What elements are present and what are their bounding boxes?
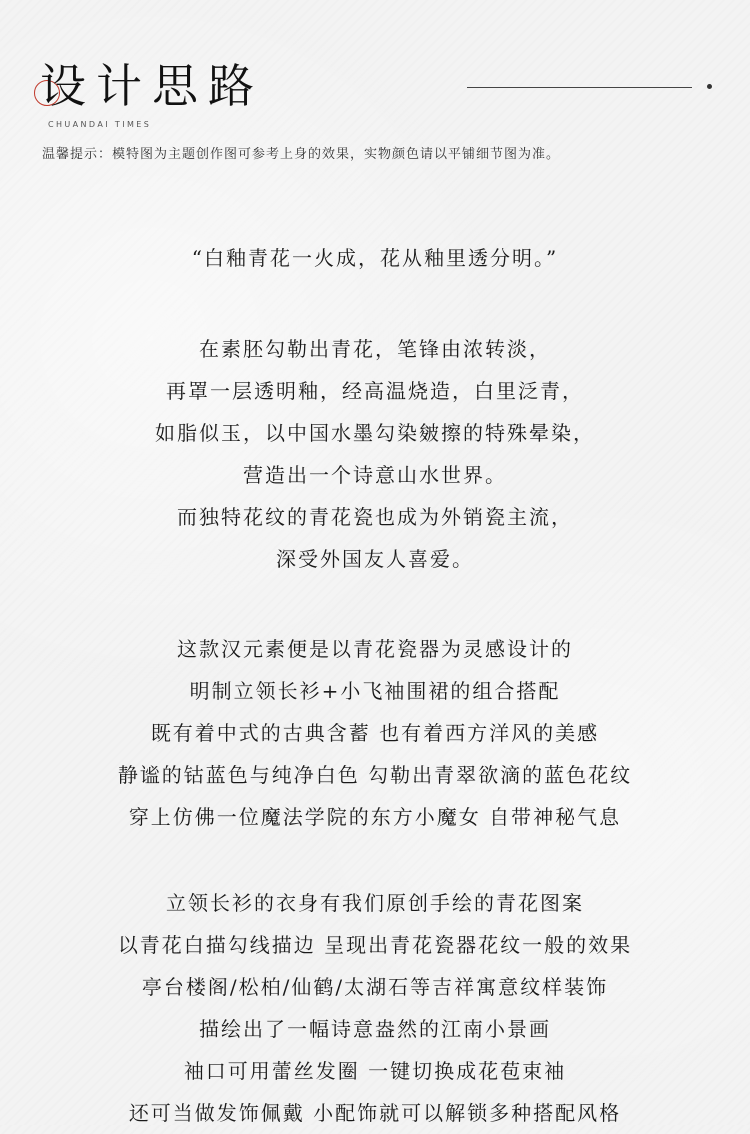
header [0,0,750,170]
text-line: 如脂似玉，以中国水墨勾染皴擦的特殊晕染， [155,421,595,445]
paragraph-3 [0,882,750,1134]
text-line: 明制立领长衫+小飞袖围裙的组合搭配 [189,679,561,703]
text-line: 亭台楼阁/松柏/仙鹤/太湖石等吉祥寓意纹样装饰 [141,975,609,999]
paragraph-1 [0,328,750,580]
brand-subtitle: CHUANDAI TIMES [48,120,152,129]
text-line: 营造出一个诗意山水世界。 [243,463,507,487]
text-line: 立领长衫的衣身有我们原创手绘的青花图案 [166,891,584,915]
page-title: 设计思路 [40,59,264,113]
text-line: 还可当做发饰佩戴 小配饰就可以解锁多种搭配风格 [128,1101,622,1125]
text-line: 穿上仿佛一位魔法学院的东方小魔女 自带神秘气息 [128,805,622,829]
text-line: 而独特花纹的青花瓷也成为外销瓷主流， [177,505,573,529]
text-line: 深受外国友人喜爱。 [276,547,474,571]
title-divider-dot [707,84,712,89]
text-line: 再罩一层透明釉，经高温烧造，白里泛青， [166,379,584,403]
text-line: 以青花白描勾线描边 呈现出青花瓷器花纹一般的效果 [117,933,633,957]
text-line: 在素胚勾勒出青花，笔锋由浓转淡， [199,337,551,361]
text-line: 描绘出了一幅诗意盎然的江南小景画 [199,1017,551,1041]
text-line: 静谧的钴蓝色与纯净白色 勾勒出青翠欲滴的蓝色花纹 [117,763,633,787]
notice-text: 温馨提示：模特图为主题创作图可参考上身的效果，实物颜色请以平铺细节图为准。 [42,147,561,162]
title-divider-line [467,87,692,88]
poem-quote: “白釉青花一火成，花从釉里透分明。” [191,246,559,270]
text-line: 袖口可用蕾丝发圈 一键切换成花苞束袖 [183,1059,567,1083]
text-line: 这款汉元素便是以青花瓷器为灵感设计的 [177,637,573,661]
text-line: 既有着中式的古典含蓄 也有着西方洋风的美感 [150,721,600,745]
design-description [0,240,750,1134]
paragraph-2 [0,628,750,838]
